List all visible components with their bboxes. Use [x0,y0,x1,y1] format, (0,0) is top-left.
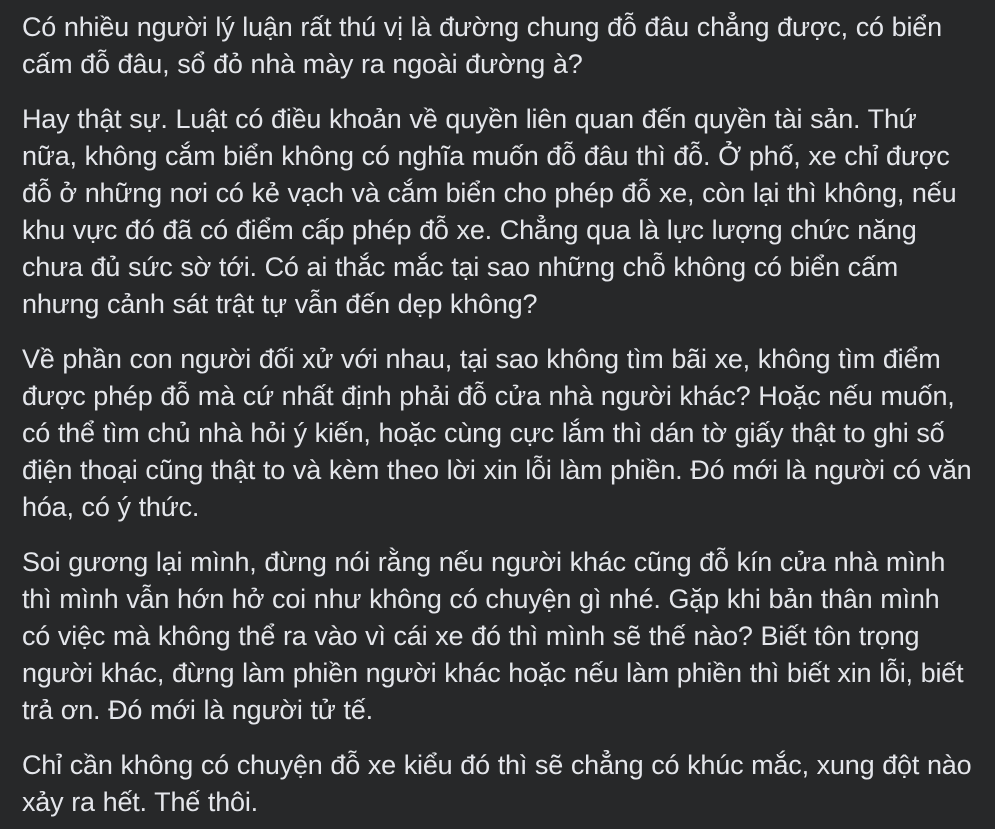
paragraph: Hay thật sự. Luật có điều khoản về quyền liên quan đến quyền tài sản. Thứ nữa, không cắm biển không có nghĩa muốn đỗ đâu thì đỗ. Ở phố, xe chỉ được đỗ ở những nơi có kẻ vạch và cắm biển cho phép đỗ xe, còn lại thì không, nếu khu vực đó đã có điểm cấp phép đỗ xe. Chẳng qua là lực lượng chức năng chưa đủ sức sờ tới. Có ai thắc mắc tại sao những chỗ không có biển cấm nhưng cảnh sát trật tự vẫn đến dẹp không? [22,104,957,319]
paragraph: Chỉ cần không có chuyện đỗ xe kiểu đó thì sẽ chẳng có khúc mắc, xung đột nào xảy ra hết. Thế thôi. [22,750,972,817]
paragraph: Về phần con người đối xử với nhau, tại sao không tìm bãi xe, không tìm điểm được phép đỗ mà cứ nhất định phải đỗ cửa nhà người khác? Hoặc nếu muốn, có thể tìm chủ nhà hỏi ý kiến, hoặc cùng cực lắm thì dán tờ giấy thật to ghi số điện thoại cũng thật to và kèm theo lời xin lỗi làm phiền. Đó mới là người có văn hóa, có ý thức. [22,344,972,522]
paragraph: Soi gương lại mình, đừng nói rằng nếu người khác cũng đỗ kín cửa nhà mình thì mình vẫn hớn hở coi như không có chuyện gì nhé. Gặp khi bản thân mình có việc mà không thể ra vào vì cái xe đó thì mình sẽ thế nào? Biết tôn trọng người khác, đừng làm phiền người khác hoặc nếu làm phiền thì biết xin lỗi, biết trả ơn. Đó mới là người tử tế. [22,547,964,725]
paragraph: Có nhiều người lý luận rất thú vị là đường chung đỗ đâu chẳng được, có biển cấm đỗ đâu, sổ đỏ nhà mày ra ngoài đường à? [22,12,942,79]
